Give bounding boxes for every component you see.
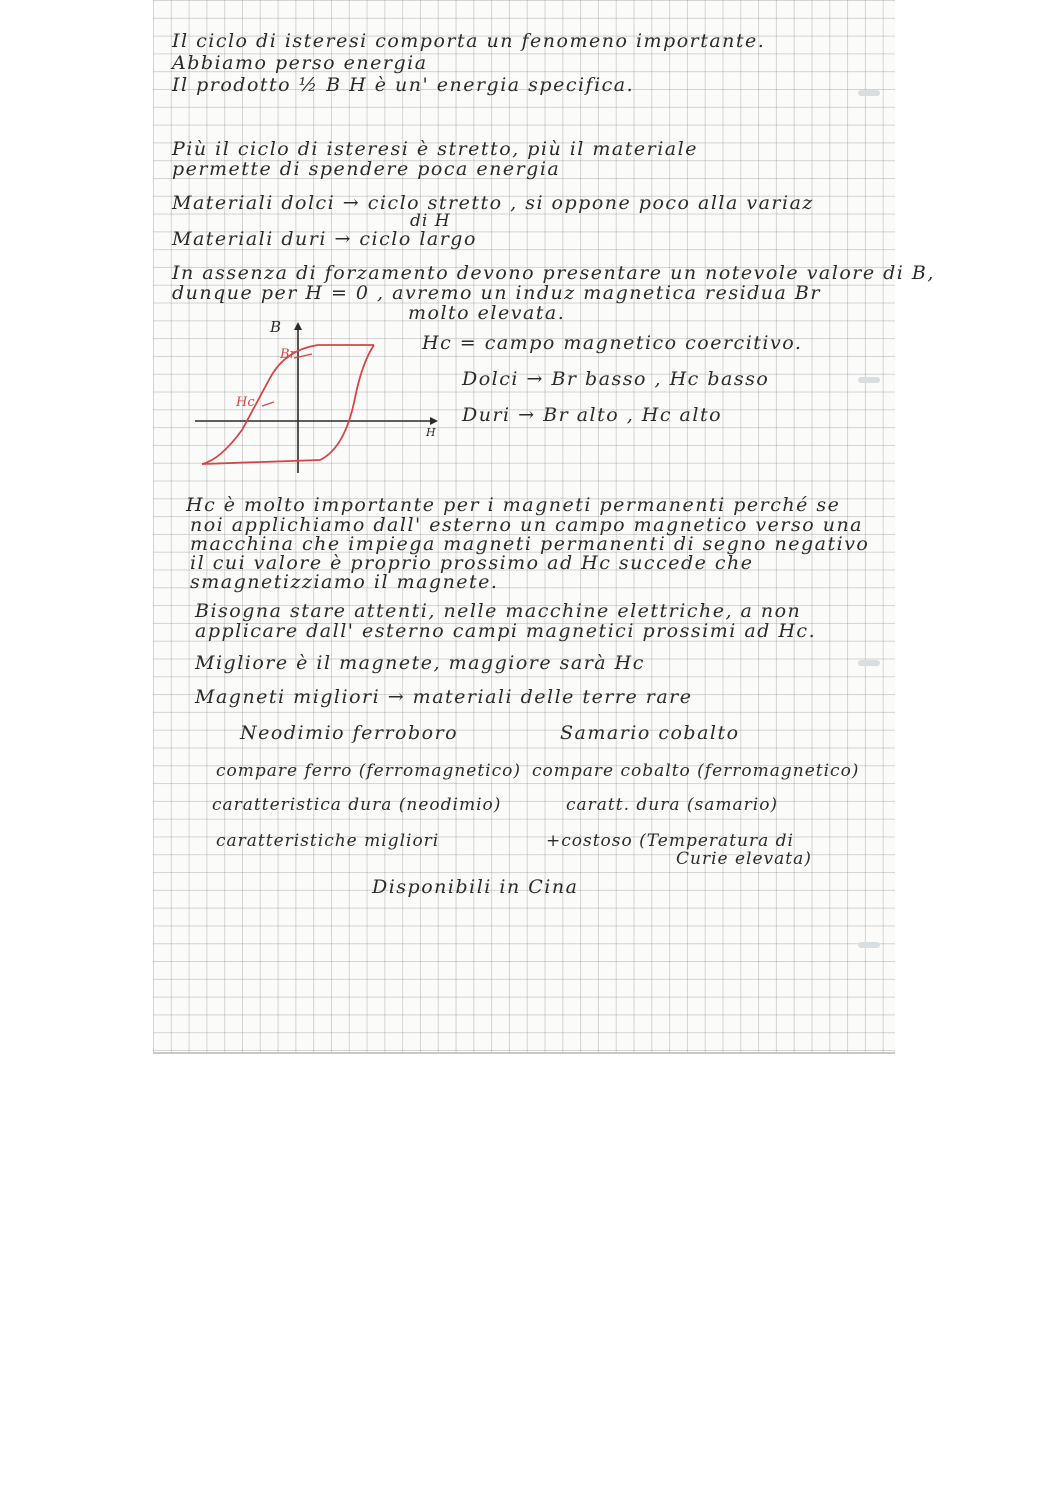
note-line: macchina che impiega magneti permanenti di segno negativo bbox=[190, 533, 870, 555]
hysteresis-diagram bbox=[190, 318, 450, 478]
neodimio-line: caratteristiche migliori bbox=[216, 831, 440, 851]
binder-hole bbox=[858, 942, 880, 948]
br-marker bbox=[294, 354, 312, 358]
note-line: molto elevata. bbox=[408, 302, 566, 324]
binder-hole bbox=[858, 90, 880, 96]
note-line: Dolci → Br basso , Hc basso bbox=[462, 368, 770, 390]
neodimio-line: compare ferro (ferromagnetico) bbox=[216, 761, 522, 781]
note-line: Disponibili in Cina bbox=[372, 876, 579, 898]
note-line: Hc = campo magnetico coercitivo. bbox=[422, 332, 803, 354]
note-line: noi applichiamo dall' esterno un campo magnetico verso una bbox=[190, 514, 864, 536]
hc-marker bbox=[262, 402, 274, 406]
samario-line: caratt. dura (samario) bbox=[566, 795, 779, 815]
binder-hole bbox=[858, 377, 880, 383]
note-line: applicare dall' esterno campi magnetici prossimi ad Hc. bbox=[195, 620, 817, 642]
note-line: Abbiamo perso energia bbox=[172, 52, 428, 74]
samario-line: Curie elevata) bbox=[676, 849, 812, 869]
note-line: Hc è molto importante per i magneti permanenti perché se bbox=[186, 494, 841, 516]
b-axis-label: B bbox=[270, 318, 282, 336]
h-axis-label: H bbox=[426, 426, 436, 439]
note-line: Migliore è il magnete, maggiore sarà Hc bbox=[195, 652, 645, 674]
neodimio-title: Neodimio ferroboro bbox=[240, 722, 459, 744]
note-line: Duri → Br alto , Hc alto bbox=[462, 404, 723, 426]
binder-hole bbox=[858, 660, 880, 666]
note-line: il cui valore è proprio prossimo ad Hc succede che bbox=[190, 552, 754, 574]
samario-title: Samario cobalto bbox=[560, 722, 740, 744]
hysteresis-loop bbox=[202, 345, 374, 464]
note-line: di H bbox=[410, 211, 451, 231]
h-axis-arrow bbox=[430, 417, 438, 425]
note-line: Materiali duri → ciclo largo bbox=[172, 228, 477, 250]
note-line: Il ciclo di isteresi comporta un fenomeno importante. bbox=[172, 30, 766, 52]
b-axis-arrow bbox=[294, 322, 302, 330]
hc-label: Hc bbox=[236, 395, 255, 410]
note-line: Materiali dolci → ciclo stretto , si oppone poco alla variaz bbox=[172, 192, 814, 214]
note-line: Più il ciclo di isteresi è stretto, più il materiale bbox=[172, 138, 698, 160]
note-line: Bisogna stare attenti, nelle macchine elettriche, a non bbox=[195, 600, 802, 622]
loop-upper-branch bbox=[202, 345, 374, 464]
note-line: dunque per H = 0 , avremo un induz magnetica residua Br bbox=[172, 282, 821, 304]
note-line: permette di spendere poca energia bbox=[172, 158, 561, 180]
note-line: smagnetizziamo il magnete. bbox=[190, 571, 499, 593]
br-label: Br bbox=[280, 347, 296, 362]
samario-line: compare cobalto (ferromagnetico) bbox=[532, 761, 860, 781]
neodimio-line: caratteristica dura (neodimio) bbox=[212, 795, 502, 815]
note-line: Magneti migliori → materiali delle terre rare bbox=[195, 686, 693, 708]
note-line: Il prodotto ½ B H è un' energia specifica. bbox=[172, 74, 635, 96]
note-line: In assenza di forzamento devono presentare un notevole valore di B, bbox=[172, 262, 935, 284]
samario-line: +costoso (Temperatura di bbox=[546, 831, 794, 851]
